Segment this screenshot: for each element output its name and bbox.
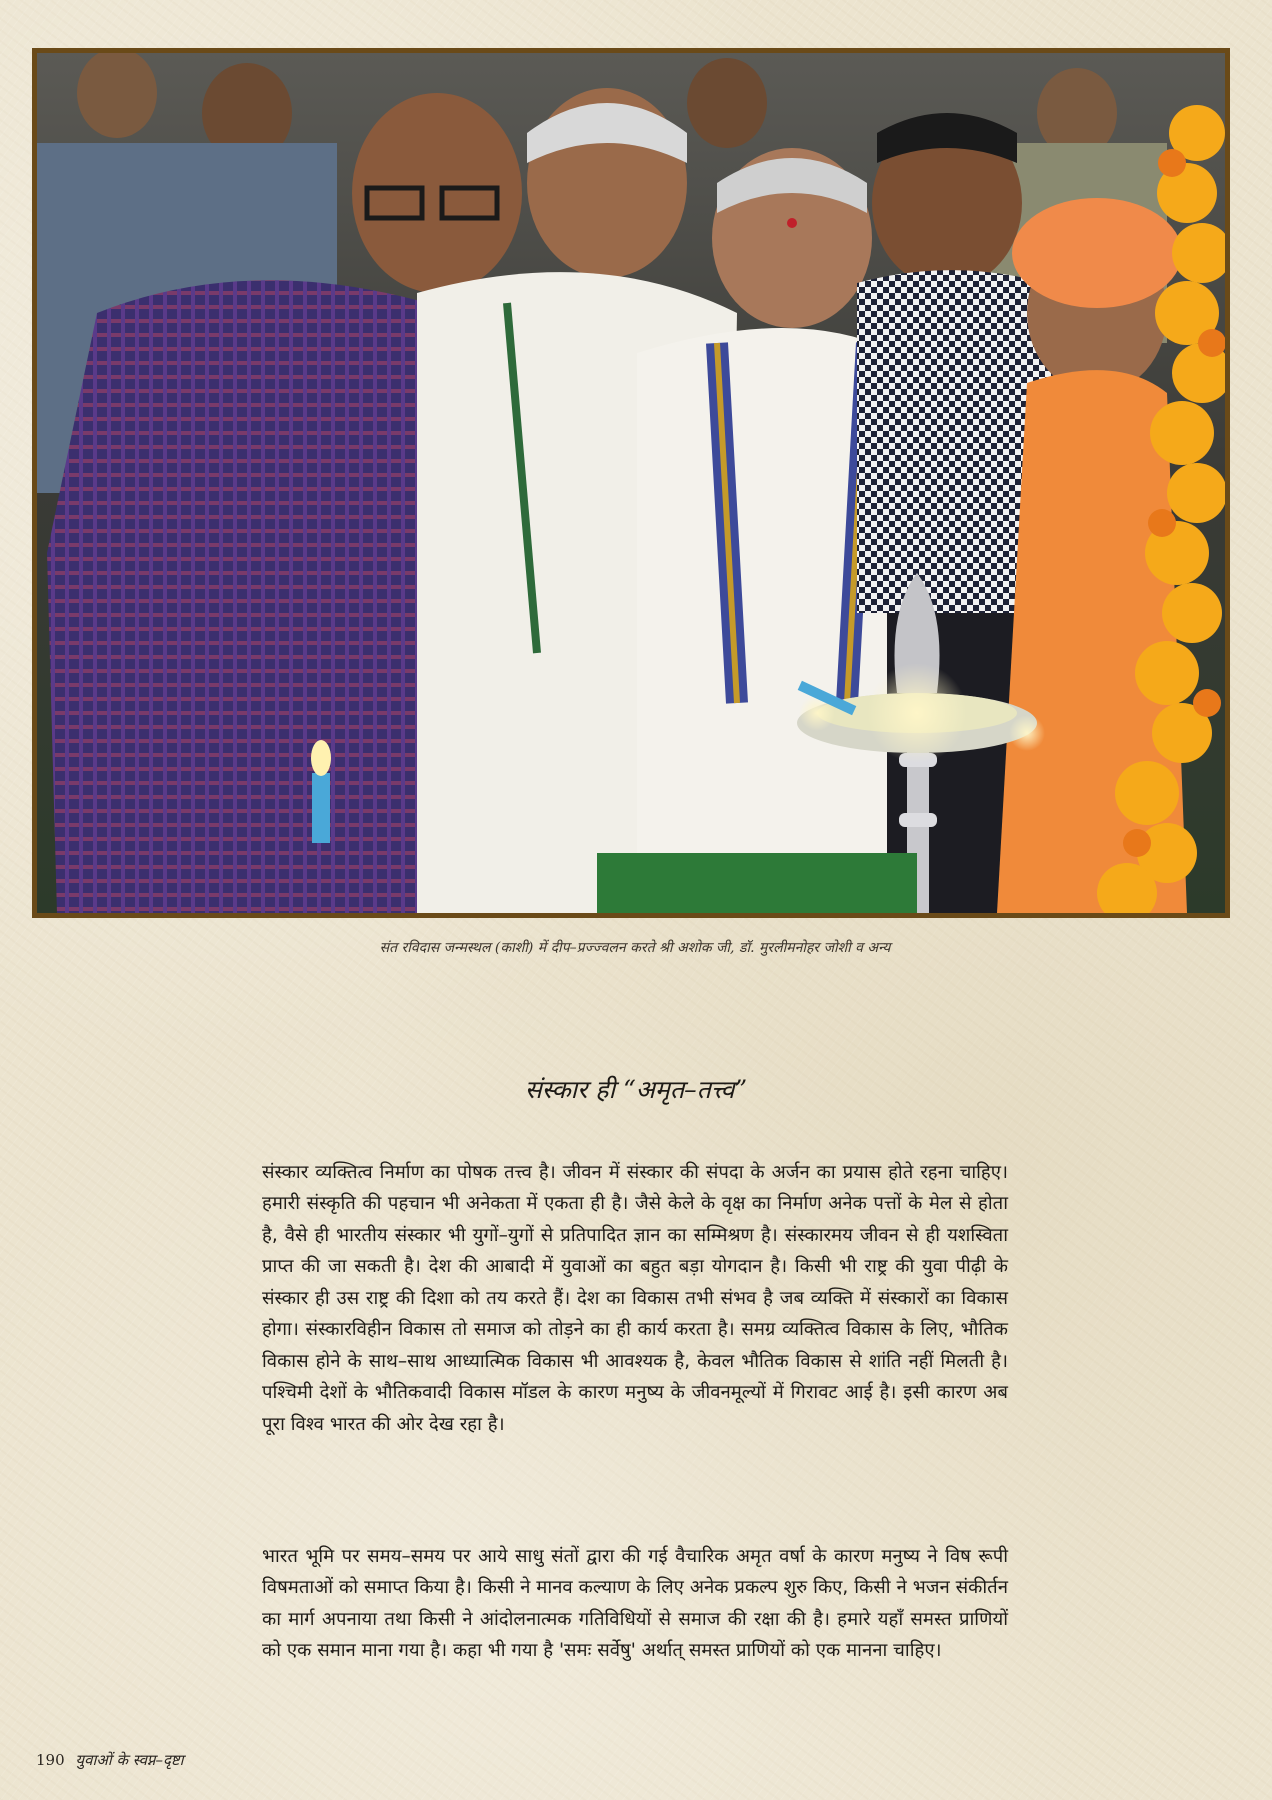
photo-caption: संत रविदास जन्मस्थल (काशी) में दीप–प्रज्ज्वलन करते श्री अशोक जी, डॉ. मुरलीमनोहर जोशी व अन्य — [379, 940, 891, 956]
ceremonial-lamp-lighting-photo-icon — [37, 53, 1225, 913]
book-title: युवाओं के स्वप्न–दृष्टा — [75, 1751, 184, 1769]
page-footer — [36, 1750, 184, 1770]
body-paragraph-1: संस्कार व्यक्तित्व निर्माण का पोषक तत्त्व है। जीवन में संस्कार की संपदा के अर्जन का प्रयास होते रहना चाहिए। हमारी संस्कृति की पहचान भी अनेकता में एकता ही है। जैसे केले के वृक्ष का निर्माण अनेक पत्तों के मेल से होता है, वैसे ही भारतीय संस्कार भी युगों–युगों से प्रतिपादित ज्ञान का सम्मिश्रण है। संस्कारमय जीवन से ही यशस्विता प्राप्त की जा सकती है। देश की आबादी में युवाओं का बहुत बड़ा योगदान है। किसी भी राष्ट्र की युवा पीढ़ी के संस्कार ही उस राष्ट्र की दिशा को तय करते हैं। देश का विकास तभी संभव है जब व्यक्ति में संस्कारों का विकास होगा। संस्कारविहीन विकास तो समाज को तोड़ने का ही कार्य करता है। समग्र व्यक्तित्व विकास के लिए, भौतिक विकास होने के साथ–साथ आध्यात्मिक विकास भी आवश्यक है, केवल भौतिक विकास से शांति नहीं मिलती है। पश्चिमी देशों के भौतिकवादी विकास मॉडल के कारण मनुष्य के जीवनमूल्यों में गिरावट आई है। इसी कारण अब पूरा विश्व भारत की ओर देख रहा है। — [262, 1161, 1008, 1435]
section-heading: संस्कार ही “अमृत–तत्त्व” — [524, 1075, 748, 1104]
lamp-lighting-photo — [32, 48, 1230, 918]
page-number: 190 — [36, 1751, 65, 1769]
body-paragraph-2: भारत भूमि पर समय–समय पर आये साधु संतों द्वारा की गई वैचारिक अमृत वर्षा के कारण मनुष्य ने विष रूपी विषमताओं को समाप्त किया है। किसी ने मानव कल्याण के लिए अनेक प्रकल्प शुरु किए, किसी ने भजन संकीर्तन का मार्ग अपनाया तथा किसी ने आंदोलनात्मक गतिविधियों से समाज की रक्षा की है। हमारे यहाँ समस्त प्राणियों को एक समान माना गया है। कहा भी गया है 'समः सर्वेषु' अर्थात् समस्त प्राणियों को एक मानना चाहिए। — [262, 1545, 1008, 1661]
